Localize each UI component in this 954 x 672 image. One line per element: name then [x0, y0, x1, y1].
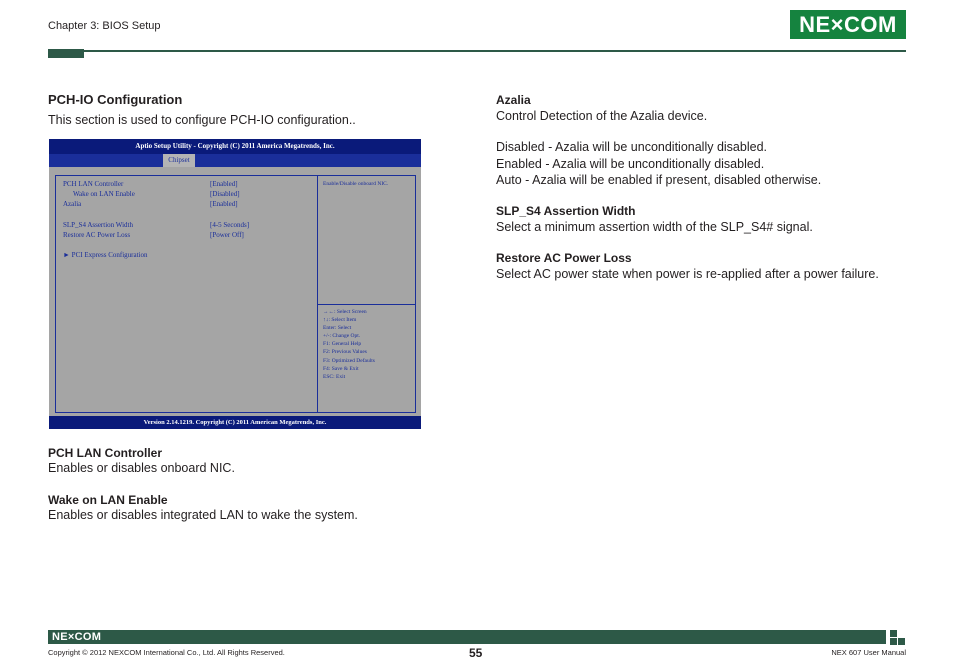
page-number: 55: [469, 646, 483, 660]
bios-value-slp-s4[interactable]: [4-5 Seconds]: [210, 221, 250, 229]
logo-text: NE×COM: [799, 11, 897, 37]
azalia-line: Disabled - Azalia will be unconditionally disabled.: [496, 140, 767, 154]
bios-item-restore-ac[interactable]: Restore AC Power Loss: [63, 231, 131, 239]
copyright-text: Copyright © 2012 NEXCOM International Co., Ltd. All Rights Reserved.: [48, 648, 285, 657]
chapter-label: Chapter 3: BIOS Setup: [48, 20, 161, 32]
slp-s4-body: Select a minimum assertion width of the SLP_S4# signal.: [496, 220, 813, 234]
restore-ac-body: Select AC power state when power is re-applied after a power failure.: [496, 267, 879, 281]
bios-key-line: ESC: Exit: [323, 373, 346, 380]
bios-key-line: F4: Save & Exit: [323, 365, 359, 372]
bios-key-line: F2: Previous Values: [323, 349, 367, 356]
footer-logo: NE×COM: [52, 631, 102, 643]
bios-menu-bar: [49, 154, 421, 167]
bios-version-footer: Version 2.14.1219. Copyright (C) 2011 American Megatrends, Inc.: [49, 416, 421, 429]
header-tab-block: [48, 49, 84, 58]
bios-item-wake-on-lan[interactable]: Wake on LAN Enable: [73, 190, 135, 198]
manual-name: NEX 607 User Manual: [831, 648, 906, 657]
bios-item-slp-s4[interactable]: SLP_S4 Assertion Width: [63, 221, 133, 229]
azalia-line: Auto - Azalia will be enabled if present, disabled otherwise.: [496, 173, 822, 187]
bios-key-line: F1: General Help: [323, 341, 362, 348]
bios-help-divider: [317, 304, 416, 305]
footer-square-icon: [890, 638, 897, 645]
bios-value-restore-ac[interactable]: [Power Off]: [210, 231, 244, 239]
pch-lan-body: Enables or disables onboard NIC.: [48, 461, 235, 475]
bios-key-line: →←: Select Screen: [323, 309, 367, 315]
pch-lan-title: PCH LAN Controller: [48, 446, 162, 460]
bios-key-line: +/-: Change Opt.: [323, 333, 361, 340]
azalia-line: Enabled - Azalia will be unconditionally disabled.: [496, 157, 765, 171]
bios-submenu-pci-express[interactable]: ► PCI Express Configuration: [63, 251, 148, 259]
bios-key-line: F3: Optimized Defaults: [323, 357, 375, 364]
footer-square-icon: [898, 638, 905, 645]
bios-title-bar: Aptio Setup Utility - Copyright (C) 2011 America Megatrends, Inc.: [49, 139, 421, 154]
bios-settings-panel: [55, 175, 318, 413]
header-rule: [84, 50, 906, 52]
azalia-title: Azalia: [496, 93, 531, 107]
bios-item-pch-lan[interactable]: PCH LAN Controller: [63, 180, 124, 188]
bios-value-azalia[interactable]: [Enabled]: [210, 200, 238, 208]
section-heading: PCH-IO Configuration: [48, 92, 183, 107]
wake-on-lan-body: Enables or disables integrated LAN to wake the system.: [48, 508, 358, 522]
restore-ac-title: Restore AC Power Loss: [496, 251, 632, 265]
bios-item-azalia[interactable]: Azalia: [63, 200, 82, 208]
azalia-line: Control Detection of the Azalia device.: [496, 109, 708, 123]
bios-value-pch-lan[interactable]: [Enabled]: [210, 180, 238, 188]
bios-key-line: Enter: Select: [323, 325, 352, 332]
wake-on-lan-title: Wake on LAN Enable: [48, 493, 168, 507]
bios-screenshot: [49, 139, 421, 429]
footer-square-icon: [890, 630, 897, 637]
intro-text: This section is used to configure PCH-IO configuration..: [48, 113, 356, 127]
bios-key-line: ↑↓: Select Item: [323, 317, 357, 324]
footer-bar: [48, 630, 886, 644]
bios-key-legend: [323, 308, 375, 381]
bios-value-wake-on-lan[interactable]: [Disabled]: [210, 190, 240, 198]
nexcom-logo: [790, 10, 906, 39]
slp-s4-title: SLP_S4 Assertion Width: [496, 204, 636, 218]
bios-help-text: Enable/Disable onboard NIC.: [323, 181, 389, 187]
bios-tab-chipset[interactable]: Chipset: [163, 154, 195, 167]
